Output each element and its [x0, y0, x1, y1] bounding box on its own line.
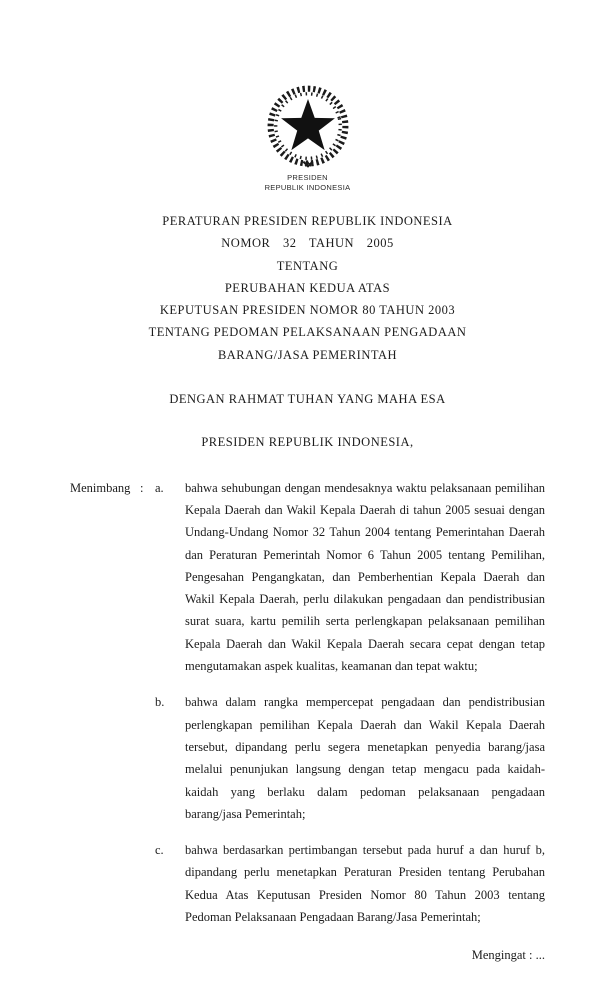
emblem-label-line1: PRESIDEN	[287, 173, 328, 182]
label-spacer	[70, 691, 140, 825]
emblem-label-line2: REPUBLIK INDONESIA	[264, 182, 351, 192]
title-line-subject-4: BARANG/JASA PEMERINTAH	[217, 347, 398, 362]
star-wreath-icon	[260, 84, 356, 170]
item-text: bahwa berdasarkan pertimbangan tersebut pada huruf a dan huruf b, dipandang perlu menetapkan Peraturan Presiden tentang Perubahan Kedua Atas Keputusan Presiden Nomor 80 Tahun 2003 tentang Pedoman Pelaksanaan Pengadaan Barang/Jasa Pemerintah;	[185, 843, 545, 925]
label-spacer	[70, 839, 140, 928]
item-text: bahwa dalam rangka mempercepat pengadaan dan pendistribusian perlengkapan pemilihan Kepala Daerah dan Wakil Kepala Daerah tersebut, dipandang perlu segera menetapkan penyedia barang/jasa melalui penunjukan langsung dengan tetap mengacu pada kaidah-kaidah yang berlaku dalam pedoman pelaksanaan pengadaan barang/jasa Pemerintah;	[185, 695, 545, 821]
consideration-item-c	[70, 839, 545, 928]
national-emblem	[70, 0, 545, 192]
item-letter: a.	[155, 480, 164, 495]
colon-spacer	[140, 839, 155, 928]
title-line-subject-3: TENTANG PEDOMAN PELAKSANAAN PENGADAAN	[148, 325, 467, 340]
item-letter: b.	[155, 695, 165, 710]
considerations-label: Menimbang	[70, 480, 131, 495]
authority-line: PRESIDEN REPUBLIK INDONESIA,	[201, 435, 414, 450]
title-line-subject-2: KEPUTUSAN PRESIDEN NOMOR 80 TAHUN 2003	[159, 303, 456, 318]
title-line-tentang: TENTANG	[276, 258, 339, 273]
emblem-label	[70, 173, 545, 192]
document-title-block	[70, 210, 545, 366]
catchword: Mengingat : ...	[471, 948, 545, 963]
considerations-separator: :	[140, 480, 144, 495]
item-letter: c.	[155, 843, 164, 858]
consideration-item-b	[70, 691, 545, 825]
title-line-subject-1: PERUBAHAN KEDUA ATAS	[224, 280, 391, 295]
title-line-regulation: PERATURAN PRESIDEN REPUBLIK INDONESIA	[162, 214, 453, 228]
consideration-item-a	[70, 477, 545, 678]
considerations-section	[70, 477, 545, 929]
item-text: bahwa sehubungan dengan mendesaknya waktu pelaksanaan pemilihan Kepala Daerah dan Wakil Kepala Daerah di tahun 2005 sesuai dengan Undang-Undang Nomor 32 Tahun 2004 tentang Pemerintahan Daerah dan Peraturan Pemerintah Nomor 6 Tahun 2005 tentang Pemilihan, Pengesahan Pengangkatan, dan Pemberhentian Kepala Daerah dan Wakil Kepala Daerah, perlu dilakukan pengadaan dan pendistribusian surat suara, kartu pemilih serta perlengkapan pelaksanaan pemilihan Kepala Daerah dan Wakil Kepala Daerah secara cepat dengan tetap mengutamakan aspek kualitas, keamanan dan tepat waktu;	[185, 480, 545, 674]
colon-spacer	[140, 691, 155, 825]
invocation-line: DENGAN RAHMAT TUHAN YANG MAHA ESA	[169, 392, 446, 407]
title-line-number: NOMOR 32 TAHUN 2005	[221, 236, 394, 251]
